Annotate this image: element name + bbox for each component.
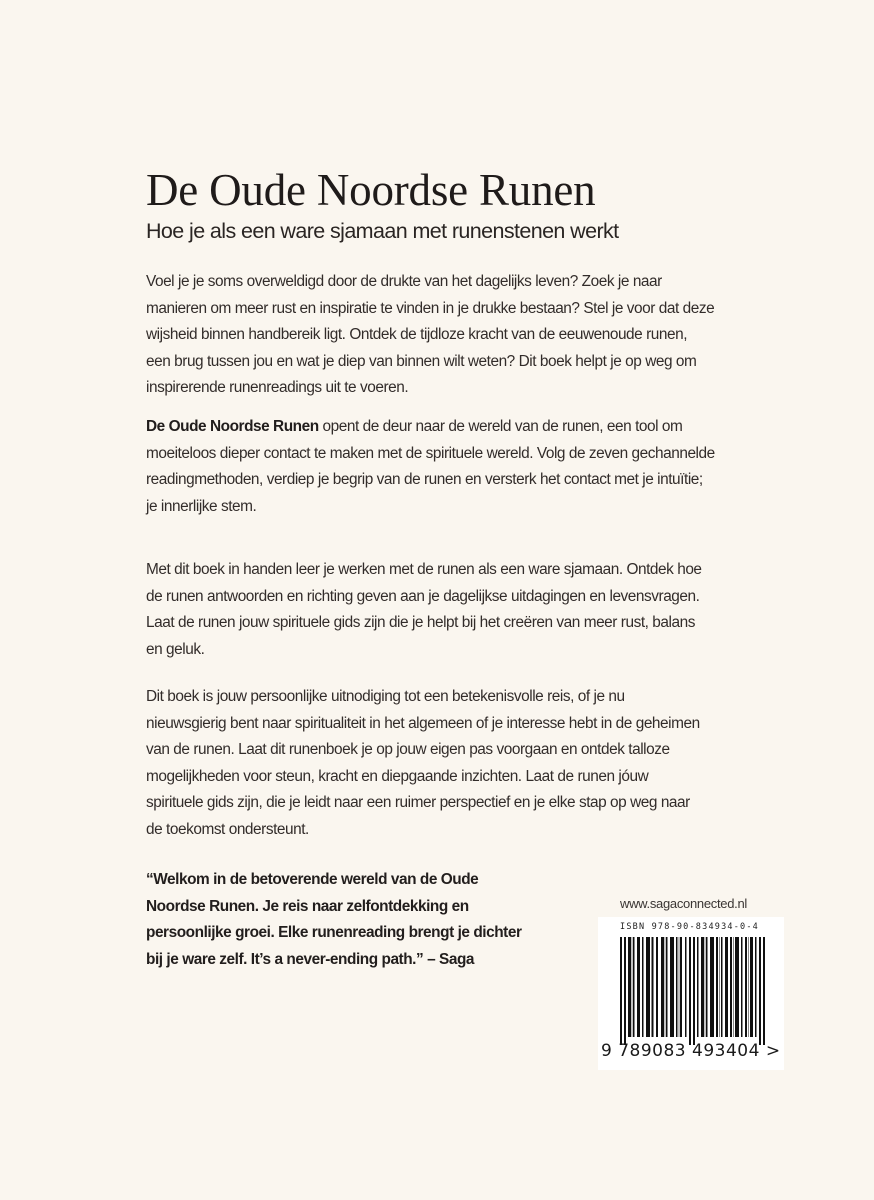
- isbn-barcode: [598, 917, 784, 1070]
- text-fragment: opent de deur naar de wereld van de runen, een tool om: [318, 418, 683, 435]
- text-line: spirituele gids zijn, die je leidt naar een ruimer perspectief en je elke stap op weg naar: [146, 794, 690, 812]
- text-line: Voel je je soms overweldigd door de drukte van het dagelijks leven? Zoek je naar: [146, 273, 662, 290]
- author-quote: [146, 867, 522, 973]
- text-line: de runen antwoorden en richting geven aan je dagelijkse uitdagingen en levensvragen.: [146, 587, 700, 605]
- barcode-bars-icon: [618, 937, 770, 1045]
- blurb-paragraph-2: [146, 414, 766, 520]
- text-line: [146, 414, 766, 441]
- text-line: readingmethoden, verdiep je begrip van de runen en versterk het contact met je intuïtie;: [146, 471, 703, 489]
- text-line: Laat de runen jouw spirituele gids zijn die je helpt bij het creëren van meer rust, balans: [146, 614, 695, 632]
- bold-book-title: De Oude Noordse Runen: [146, 418, 319, 435]
- text-line: en geluk.: [146, 640, 205, 658]
- text-line: inspirerende runenreadings uit te voeren.: [146, 379, 409, 397]
- text-line: manieren om meer rust en inspiratie te vinden in je drukke bestaan? Stel je voor dat deze: [146, 299, 715, 317]
- text-line: Met dit boek in handen leer je werken met de runen als een ware sjamaan. Ontdek hoe: [146, 561, 702, 578]
- blurb-paragraph-3: [146, 557, 766, 663]
- book-title: De Oude Noordse Runen: [146, 165, 596, 215]
- text-line: Dit boek is jouw persoonlijke uitnodiging tot een betekenisvolle reis, of je nu: [146, 688, 625, 705]
- text-line: mogelijkheden voor steun, kracht en diepgaande inzichten. Laat de runen jóuw: [146, 767, 649, 785]
- text-line: een brug tussen jou en wat je diep van binnen wilt weten? Dit boek helpt je op weg om: [146, 352, 697, 370]
- publisher-website: www.sagaconnected.nl: [620, 896, 747, 911]
- text-line: de toekomst ondersteunt.: [146, 820, 309, 838]
- quote-line: bij je ware zelf. It’s a never-ending path.” – Saga: [146, 950, 474, 968]
- quote-line: “Welkom in de betoverende wereld van de Oude: [146, 871, 479, 888]
- blurb-paragraph-4: [146, 684, 766, 844]
- text-line: je innerlijke stem.: [146, 497, 257, 515]
- text-line: wijsheid binnen handbereik ligt. Ontdek de tijdloze kracht van de eeuwenoude runen,: [146, 326, 688, 344]
- ean-digits: 9 789083 493404 >: [601, 1041, 781, 1061]
- quote-line: Noordse Runen. Je reis naar zelfontdekking en: [146, 897, 469, 915]
- quote-line: persoonlijke groei. Elke runenreading brengt je dichter: [146, 924, 522, 942]
- book-subtitle: Hoe je als een ware sjamaan met runenstenen werkt: [146, 219, 619, 243]
- blurb-paragraph-1: [146, 269, 766, 402]
- isbn-label: ISBN 978-90-834934-0-4: [620, 922, 759, 932]
- text-line: van de runen. Laat dit runenboek je op jouw eigen pas voorgaan en ontdek talloze: [146, 741, 670, 759]
- text-line: nieuwsgierig bent naar spiritualiteit in het algemeen of je interesse hebt in de geheimen: [146, 714, 700, 732]
- text-line: moeiteloos dieper contact te maken met de spirituele wereld. Volg de zeven gechannelde: [146, 444, 715, 462]
